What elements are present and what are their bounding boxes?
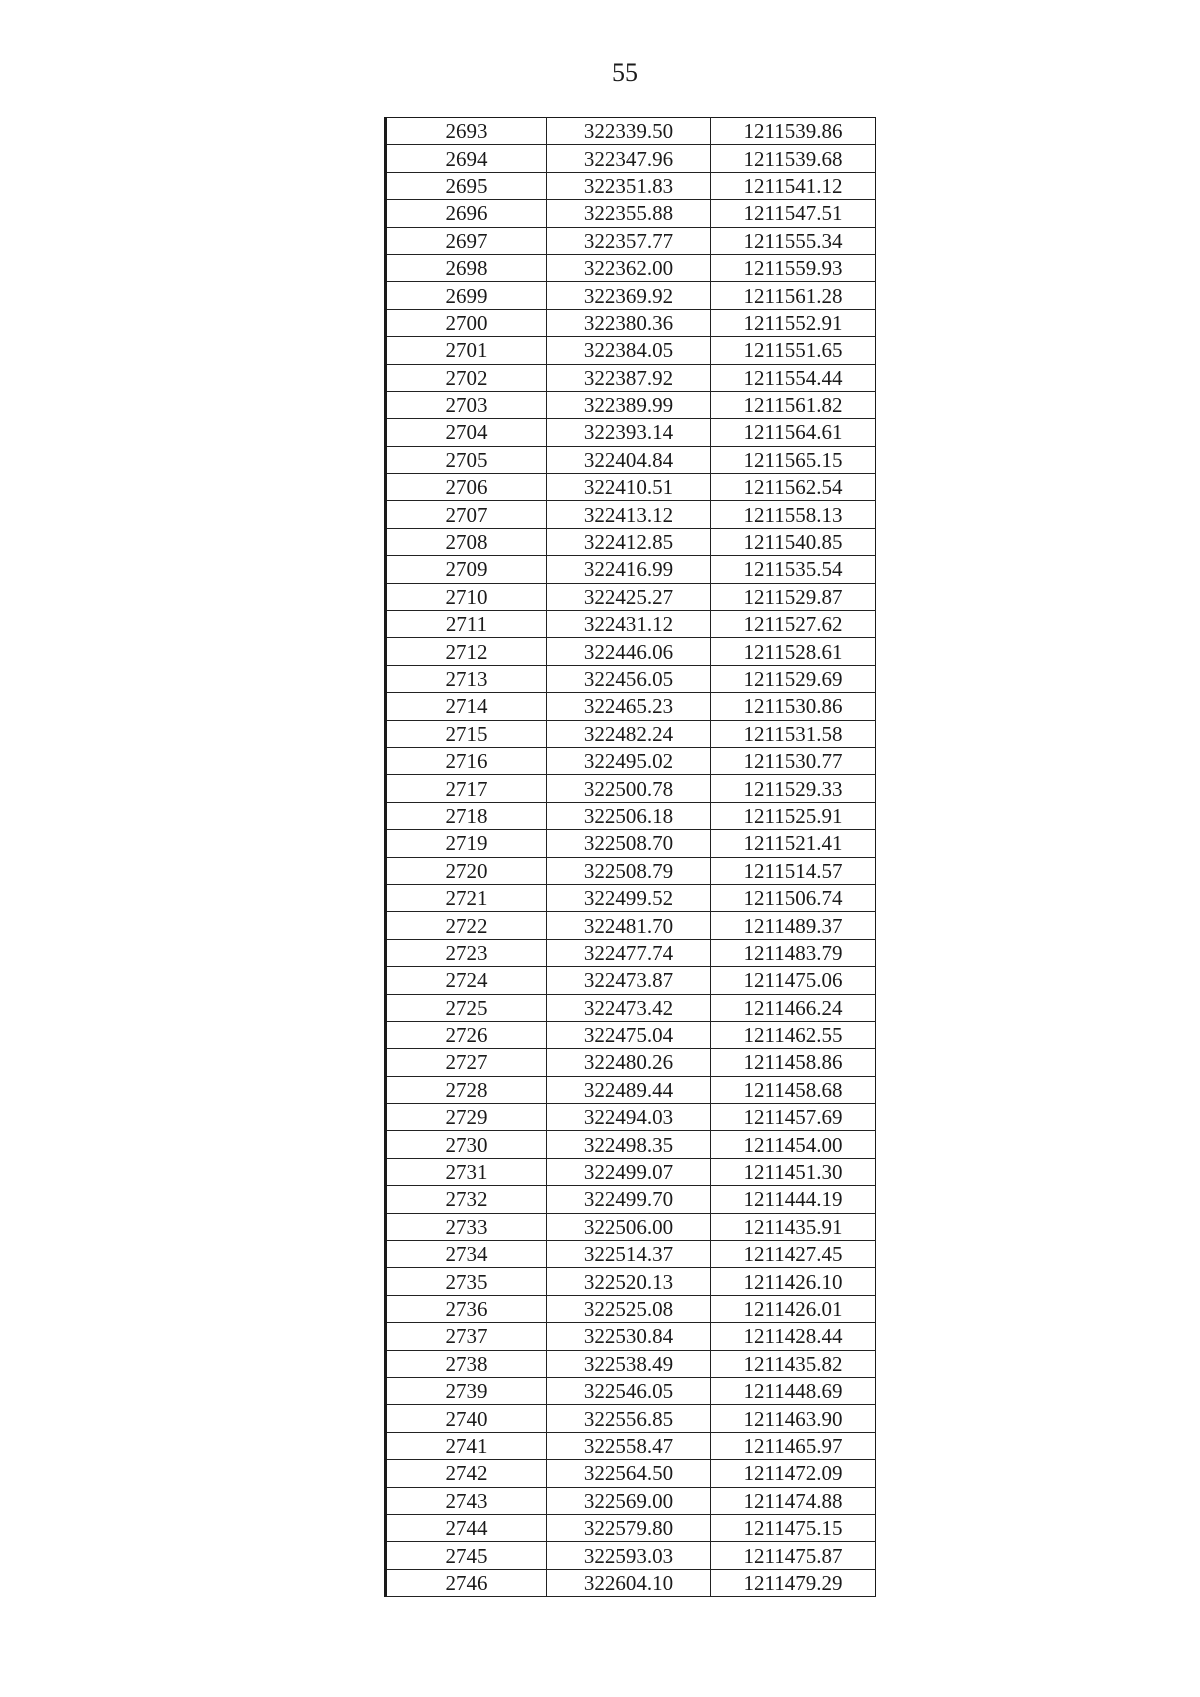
x-coordinate-cell: 322499.52	[547, 884, 711, 911]
point-number-cell: 2730	[386, 1131, 547, 1158]
point-number-cell: 2693	[386, 118, 547, 145]
y-coordinate-cell: 1211555.34	[711, 227, 876, 254]
x-coordinate-cell: 322389.99	[547, 391, 711, 418]
table-row	[386, 1131, 876, 1158]
point-number-cell: 2703	[386, 391, 547, 418]
point-number-cell: 2739	[386, 1377, 547, 1404]
point-number-cell: 2741	[386, 1432, 547, 1459]
x-coordinate-cell: 322500.78	[547, 775, 711, 802]
x-coordinate-cell: 322593.03	[547, 1542, 711, 1569]
y-coordinate-cell: 1211525.91	[711, 802, 876, 829]
point-number-cell: 2709	[386, 556, 547, 583]
point-number-cell: 2717	[386, 775, 547, 802]
x-coordinate-cell: 322525.08	[547, 1295, 711, 1322]
x-coordinate-cell: 322473.42	[547, 994, 711, 1021]
x-coordinate-cell: 322369.92	[547, 282, 711, 309]
table-row	[386, 1569, 876, 1596]
table-row	[386, 1487, 876, 1514]
point-number-cell: 2694	[386, 145, 547, 172]
point-number-cell: 2697	[386, 227, 547, 254]
point-number-cell: 2745	[386, 1542, 547, 1569]
point-number-cell: 2699	[386, 282, 547, 309]
table-row	[386, 1268, 876, 1295]
point-number-cell: 2746	[386, 1569, 547, 1596]
y-coordinate-cell: 1211529.33	[711, 775, 876, 802]
x-coordinate-cell: 322494.03	[547, 1104, 711, 1131]
y-coordinate-cell: 1211457.69	[711, 1104, 876, 1131]
table-row	[386, 309, 876, 336]
x-coordinate-cell: 322604.10	[547, 1569, 711, 1596]
y-coordinate-cell: 1211558.13	[711, 501, 876, 528]
point-number-cell: 2704	[386, 419, 547, 446]
y-coordinate-cell: 1211474.88	[711, 1487, 876, 1514]
x-coordinate-cell: 322387.92	[547, 364, 711, 391]
point-number-cell: 2738	[386, 1350, 547, 1377]
x-coordinate-cell: 322498.35	[547, 1131, 711, 1158]
y-coordinate-cell: 1211521.41	[711, 830, 876, 857]
x-coordinate-cell: 322416.99	[547, 556, 711, 583]
table-row	[386, 446, 876, 473]
x-coordinate-cell: 322530.84	[547, 1323, 711, 1350]
point-number-cell: 2696	[386, 200, 547, 227]
table-row	[386, 556, 876, 583]
x-coordinate-cell: 322538.49	[547, 1350, 711, 1377]
table-row	[386, 172, 876, 199]
y-coordinate-cell: 1211528.61	[711, 638, 876, 665]
x-coordinate-cell: 322499.70	[547, 1186, 711, 1213]
y-coordinate-cell: 1211561.28	[711, 282, 876, 309]
table-row	[386, 775, 876, 802]
x-coordinate-cell: 322556.85	[547, 1405, 711, 1432]
point-number-cell: 2737	[386, 1323, 547, 1350]
point-number-cell: 2702	[386, 364, 547, 391]
table-row	[386, 884, 876, 911]
coordinates-table-body	[386, 118, 876, 1597]
table-row	[386, 1186, 876, 1213]
table-row	[386, 1021, 876, 1048]
x-coordinate-cell: 322384.05	[547, 337, 711, 364]
y-coordinate-cell: 1211530.86	[711, 693, 876, 720]
y-coordinate-cell: 1211475.15	[711, 1514, 876, 1541]
x-coordinate-cell: 322546.05	[547, 1377, 711, 1404]
table-row	[386, 1104, 876, 1131]
y-coordinate-cell: 1211506.74	[711, 884, 876, 911]
x-coordinate-cell: 322558.47	[547, 1432, 711, 1459]
point-number-cell: 2725	[386, 994, 547, 1021]
y-coordinate-cell: 1211426.10	[711, 1268, 876, 1295]
table-row	[386, 1158, 876, 1185]
table-row	[386, 501, 876, 528]
x-coordinate-cell: 322495.02	[547, 747, 711, 774]
table-row	[386, 1295, 876, 1322]
y-coordinate-cell: 1211444.19	[711, 1186, 876, 1213]
y-coordinate-cell: 1211448.69	[711, 1377, 876, 1404]
x-coordinate-cell: 322506.18	[547, 802, 711, 829]
x-coordinate-cell: 322508.79	[547, 857, 711, 884]
y-coordinate-cell: 1211564.61	[711, 419, 876, 446]
point-number-cell: 2728	[386, 1076, 547, 1103]
y-coordinate-cell: 1211427.45	[711, 1241, 876, 1268]
y-coordinate-cell: 1211458.68	[711, 1076, 876, 1103]
y-coordinate-cell: 1211530.77	[711, 747, 876, 774]
page-number: 55	[612, 58, 638, 87]
point-number-cell: 2695	[386, 172, 547, 199]
x-coordinate-cell: 322569.00	[547, 1487, 711, 1514]
coordinates-table	[384, 117, 876, 1597]
table-row	[386, 830, 876, 857]
x-coordinate-cell: 322339.50	[547, 118, 711, 145]
point-number-cell: 2708	[386, 528, 547, 555]
point-number-cell: 2720	[386, 857, 547, 884]
table-row	[386, 802, 876, 829]
y-coordinate-cell: 1211426.01	[711, 1295, 876, 1322]
table-row	[386, 227, 876, 254]
y-coordinate-cell: 1211527.62	[711, 611, 876, 638]
x-coordinate-cell: 322520.13	[547, 1268, 711, 1295]
point-number-cell: 2715	[386, 720, 547, 747]
table-row	[386, 1049, 876, 1076]
table-row	[386, 665, 876, 692]
x-coordinate-cell: 322412.85	[547, 528, 711, 555]
table-row	[386, 391, 876, 418]
y-coordinate-cell: 1211562.54	[711, 474, 876, 501]
table-row	[386, 583, 876, 610]
y-coordinate-cell: 1211554.44	[711, 364, 876, 391]
x-coordinate-cell: 322514.37	[547, 1241, 711, 1268]
table-row	[386, 145, 876, 172]
table-row	[386, 337, 876, 364]
point-number-cell: 2698	[386, 254, 547, 281]
table-row	[386, 693, 876, 720]
point-number-cell: 2719	[386, 830, 547, 857]
y-coordinate-cell: 1211483.79	[711, 939, 876, 966]
x-coordinate-cell: 322431.12	[547, 611, 711, 638]
point-number-cell: 2707	[386, 501, 547, 528]
point-number-cell: 2718	[386, 802, 547, 829]
point-number-cell: 2721	[386, 884, 547, 911]
point-number-cell: 2723	[386, 939, 547, 966]
point-number-cell: 2714	[386, 693, 547, 720]
x-coordinate-cell: 322425.27	[547, 583, 711, 610]
x-coordinate-cell: 322380.36	[547, 309, 711, 336]
y-coordinate-cell: 1211489.37	[711, 912, 876, 939]
x-coordinate-cell: 322482.24	[547, 720, 711, 747]
point-number-cell: 2727	[386, 1049, 547, 1076]
table-row	[386, 528, 876, 555]
y-coordinate-cell: 1211552.91	[711, 309, 876, 336]
x-coordinate-cell: 322446.06	[547, 638, 711, 665]
y-coordinate-cell: 1211435.82	[711, 1350, 876, 1377]
y-coordinate-cell: 1211465.97	[711, 1432, 876, 1459]
point-number-cell: 2744	[386, 1514, 547, 1541]
point-number-cell: 2716	[386, 747, 547, 774]
y-coordinate-cell: 1211531.58	[711, 720, 876, 747]
point-number-cell: 2710	[386, 583, 547, 610]
point-number-cell: 2732	[386, 1186, 547, 1213]
y-coordinate-cell: 1211535.54	[711, 556, 876, 583]
y-coordinate-cell: 1211561.82	[711, 391, 876, 418]
table-row	[386, 720, 876, 747]
y-coordinate-cell: 1211514.57	[711, 857, 876, 884]
x-coordinate-cell: 322499.07	[547, 1158, 711, 1185]
table-row	[386, 939, 876, 966]
y-coordinate-cell: 1211463.90	[711, 1405, 876, 1432]
y-coordinate-cell: 1211540.85	[711, 528, 876, 555]
table-row	[386, 1350, 876, 1377]
point-number-cell: 2724	[386, 967, 547, 994]
x-coordinate-cell: 322347.96	[547, 145, 711, 172]
y-coordinate-cell: 1211547.51	[711, 200, 876, 227]
table-row	[386, 282, 876, 309]
x-coordinate-cell: 322477.74	[547, 939, 711, 966]
x-coordinate-cell: 322508.70	[547, 830, 711, 857]
y-coordinate-cell: 1211454.00	[711, 1131, 876, 1158]
x-coordinate-cell: 322579.80	[547, 1514, 711, 1541]
x-coordinate-cell: 322473.87	[547, 967, 711, 994]
x-coordinate-cell: 322465.23	[547, 693, 711, 720]
table-row	[386, 1460, 876, 1487]
point-number-cell: 2700	[386, 309, 547, 336]
y-coordinate-cell: 1211435.91	[711, 1213, 876, 1240]
y-coordinate-cell: 1211475.06	[711, 967, 876, 994]
point-number-cell: 2733	[386, 1213, 547, 1240]
y-coordinate-cell: 1211475.87	[711, 1542, 876, 1569]
point-number-cell: 2705	[386, 446, 547, 473]
table-row	[386, 857, 876, 884]
point-number-cell: 2742	[386, 1460, 547, 1487]
table-row	[386, 994, 876, 1021]
table-row	[386, 1213, 876, 1240]
point-number-cell: 2713	[386, 665, 547, 692]
y-coordinate-cell: 1211539.86	[711, 118, 876, 145]
point-number-cell: 2734	[386, 1241, 547, 1268]
y-coordinate-cell: 1211551.65	[711, 337, 876, 364]
table-row	[386, 200, 876, 227]
y-coordinate-cell: 1211462.55	[711, 1021, 876, 1048]
point-number-cell: 2712	[386, 638, 547, 665]
table-row	[386, 254, 876, 281]
x-coordinate-cell: 322481.70	[547, 912, 711, 939]
x-coordinate-cell: 322456.05	[547, 665, 711, 692]
table-row	[386, 1323, 876, 1350]
x-coordinate-cell: 322413.12	[547, 501, 711, 528]
table-row	[386, 474, 876, 501]
x-coordinate-cell: 322362.00	[547, 254, 711, 281]
point-number-cell: 2729	[386, 1104, 547, 1131]
x-coordinate-cell: 322351.83	[547, 172, 711, 199]
point-number-cell: 2740	[386, 1405, 547, 1432]
table-row	[386, 1405, 876, 1432]
table-row	[386, 1241, 876, 1268]
y-coordinate-cell: 1211541.12	[711, 172, 876, 199]
point-number-cell: 2706	[386, 474, 547, 501]
x-coordinate-cell: 322355.88	[547, 200, 711, 227]
x-coordinate-cell: 322564.50	[547, 1460, 711, 1487]
point-number-cell: 2736	[386, 1295, 547, 1322]
point-number-cell: 2731	[386, 1158, 547, 1185]
point-number-cell: 2701	[386, 337, 547, 364]
x-coordinate-cell: 322357.77	[547, 227, 711, 254]
table-row	[386, 1076, 876, 1103]
y-coordinate-cell: 1211529.87	[711, 583, 876, 610]
table-row	[386, 912, 876, 939]
point-number-cell: 2735	[386, 1268, 547, 1295]
table-row	[386, 1432, 876, 1459]
table-row	[386, 638, 876, 665]
table-row	[386, 1514, 876, 1541]
point-number-cell: 2722	[386, 912, 547, 939]
x-coordinate-cell: 322404.84	[547, 446, 711, 473]
x-coordinate-cell: 322480.26	[547, 1049, 711, 1076]
table-row	[386, 364, 876, 391]
table-row	[386, 1377, 876, 1404]
y-coordinate-cell: 1211472.09	[711, 1460, 876, 1487]
y-coordinate-cell: 1211565.15	[711, 446, 876, 473]
y-coordinate-cell: 1211479.29	[711, 1569, 876, 1596]
x-coordinate-cell: 322410.51	[547, 474, 711, 501]
x-coordinate-cell: 322475.04	[547, 1021, 711, 1048]
y-coordinate-cell: 1211539.68	[711, 145, 876, 172]
y-coordinate-cell: 1211559.93	[711, 254, 876, 281]
point-number-cell: 2726	[386, 1021, 547, 1048]
point-number-cell: 2711	[386, 611, 547, 638]
table-row	[386, 747, 876, 774]
point-number-cell: 2743	[386, 1487, 547, 1514]
x-coordinate-cell: 322489.44	[547, 1076, 711, 1103]
y-coordinate-cell: 1211451.30	[711, 1158, 876, 1185]
y-coordinate-cell: 1211529.69	[711, 665, 876, 692]
x-coordinate-cell: 322506.00	[547, 1213, 711, 1240]
y-coordinate-cell: 1211428.44	[711, 1323, 876, 1350]
x-coordinate-cell: 322393.14	[547, 419, 711, 446]
table-row	[386, 118, 876, 145]
table-row	[386, 967, 876, 994]
table-row	[386, 611, 876, 638]
y-coordinate-cell: 1211458.86	[711, 1049, 876, 1076]
table-row	[386, 419, 876, 446]
y-coordinate-cell: 1211466.24	[711, 994, 876, 1021]
table-row	[386, 1542, 876, 1569]
